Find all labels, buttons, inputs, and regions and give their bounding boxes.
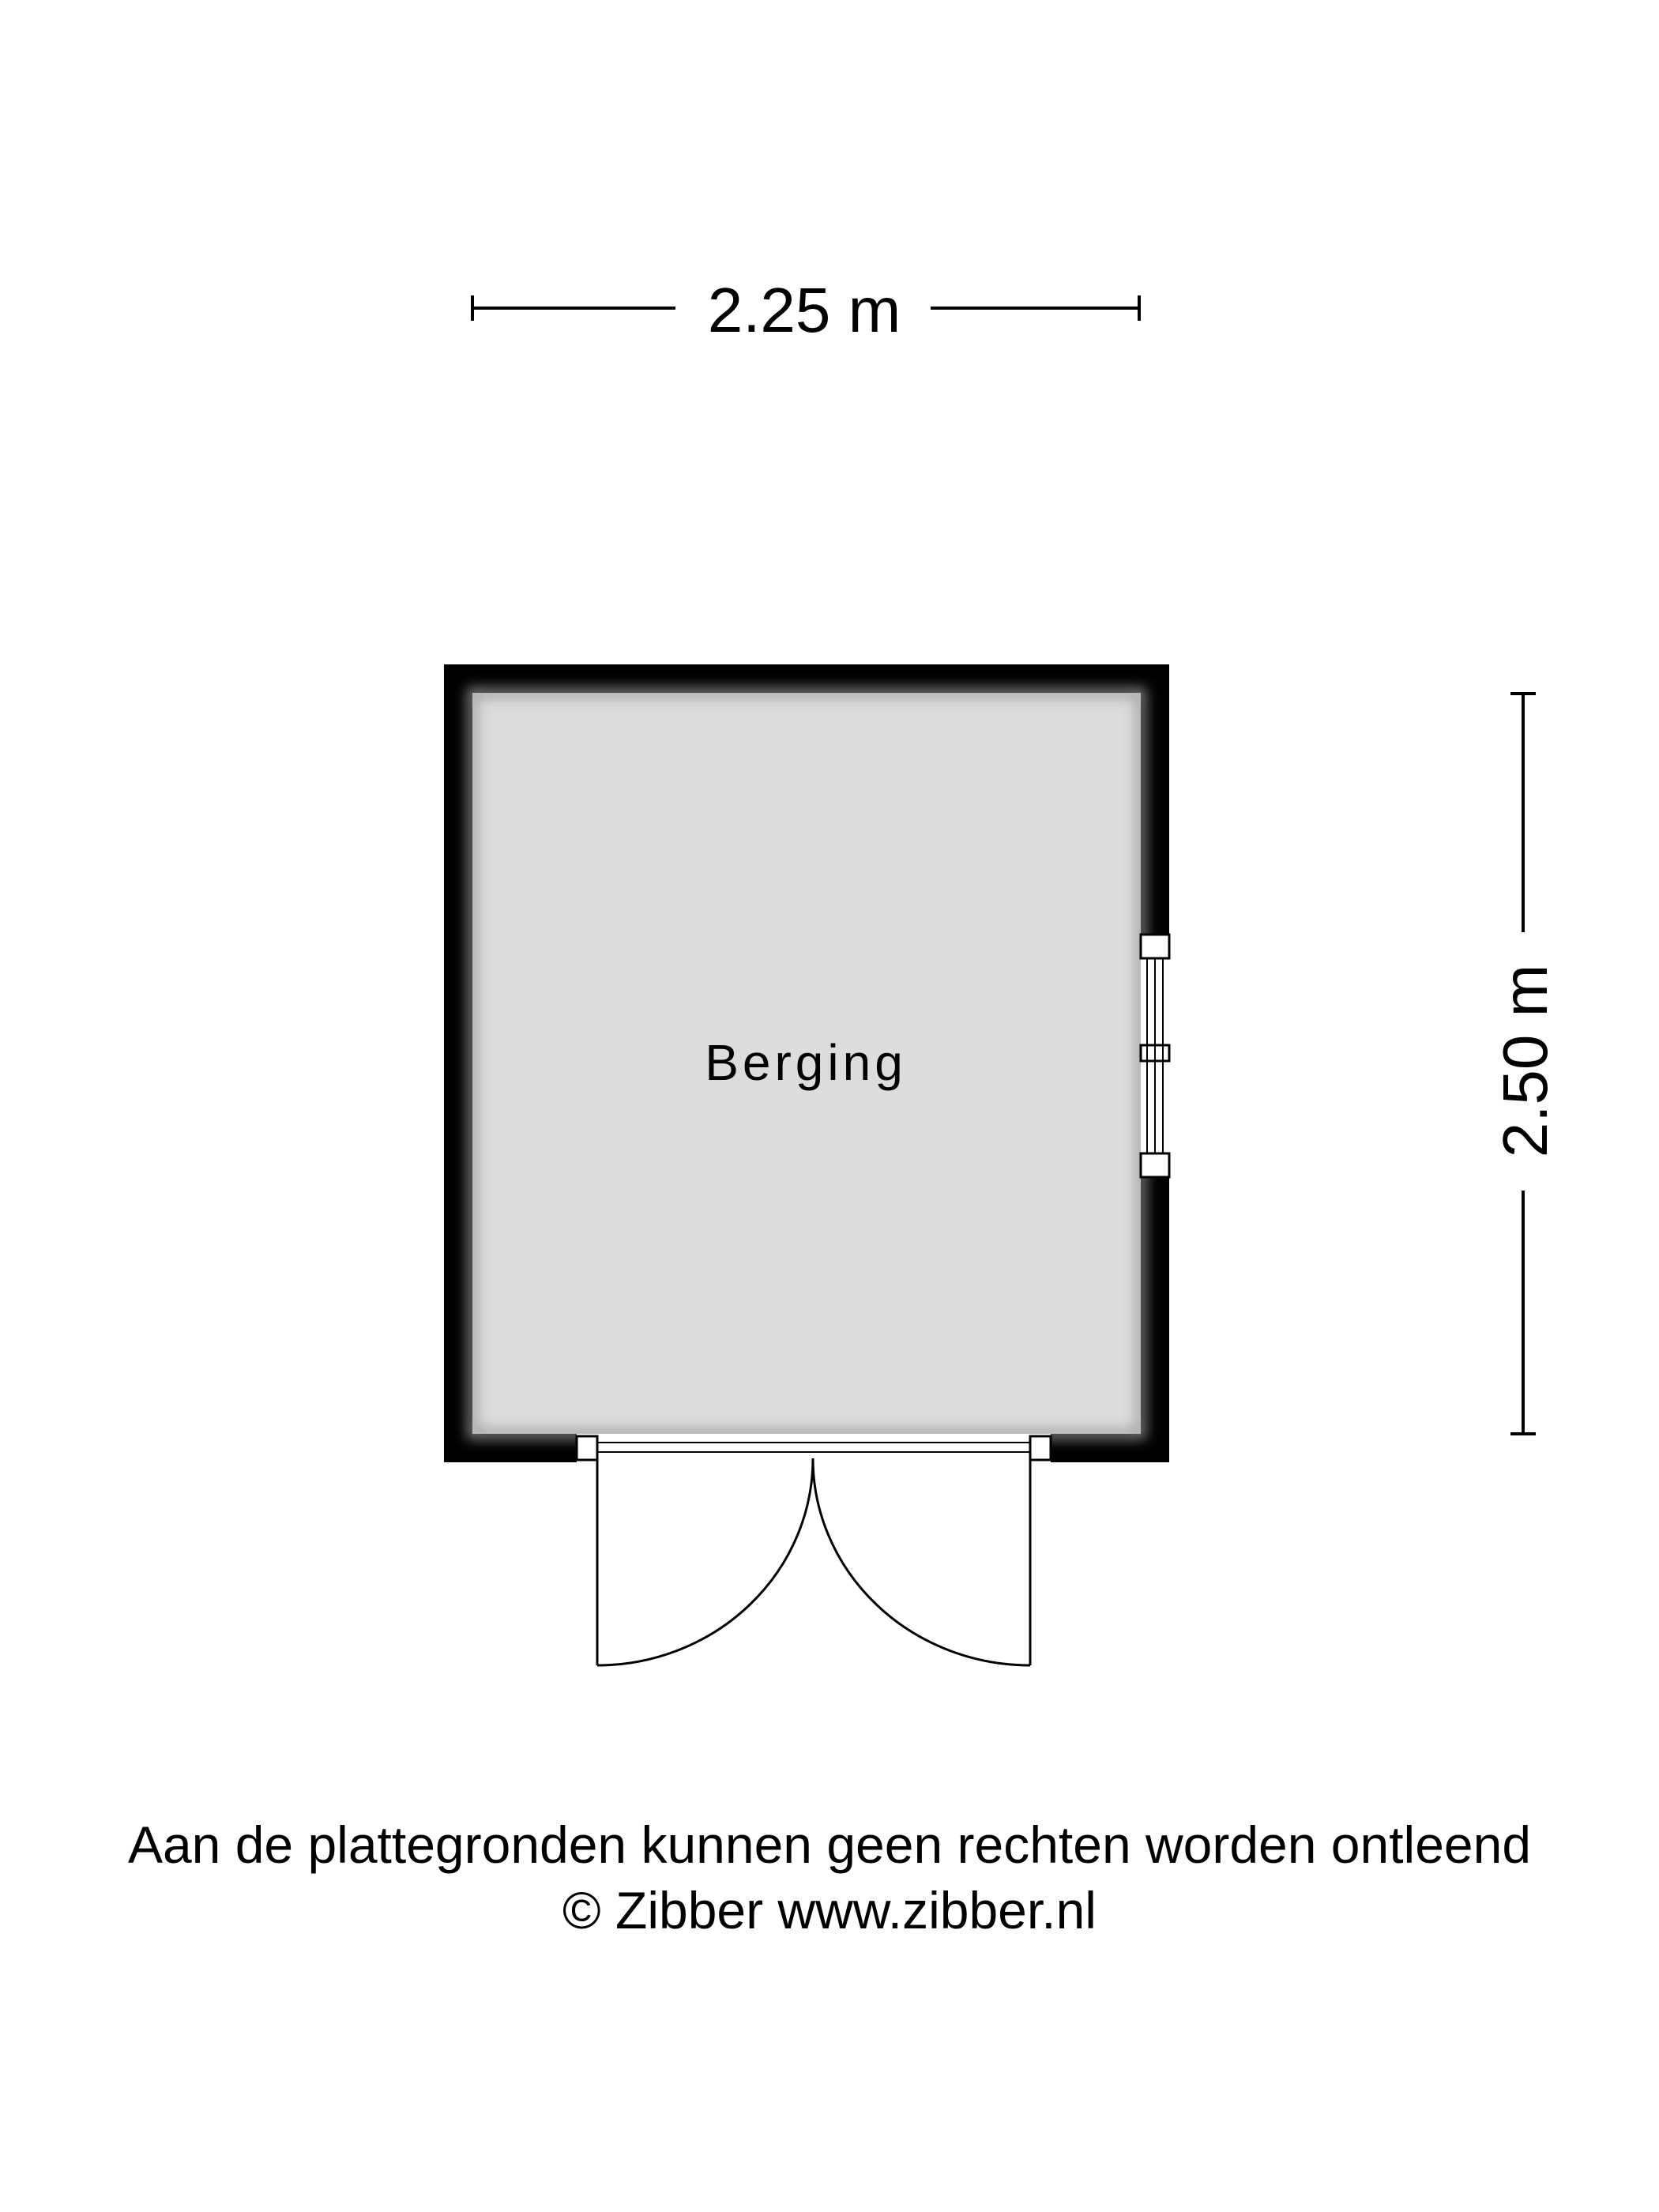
depth-dimension [1490,694,1560,1434]
window-right-wall [1141,935,1169,1177]
width-dimension-label: 2.25 m [707,275,901,345]
door-swing-left [597,1458,813,1665]
door-jamb-right [1030,1436,1051,1460]
door-jamb-left [577,1436,597,1460]
window-jamb-bottom [1141,1153,1169,1177]
door-swing-right [813,1458,1030,1665]
disclaimer-text: Aan de plattegronden kunnen geen rechten worden ontleend [127,1815,1532,1874]
window-jamb-top [1141,935,1169,958]
room-berging [472,693,1141,1434]
depth-dimension-label: 2.50 m [1490,964,1560,1158]
door-opening [577,1434,1051,1462]
width-dimension [472,275,1139,345]
double-door [577,1434,1051,1665]
room-label: Berging [705,1034,907,1091]
copyright-text: © Zibber www.zibber.nl [562,1881,1097,1939]
